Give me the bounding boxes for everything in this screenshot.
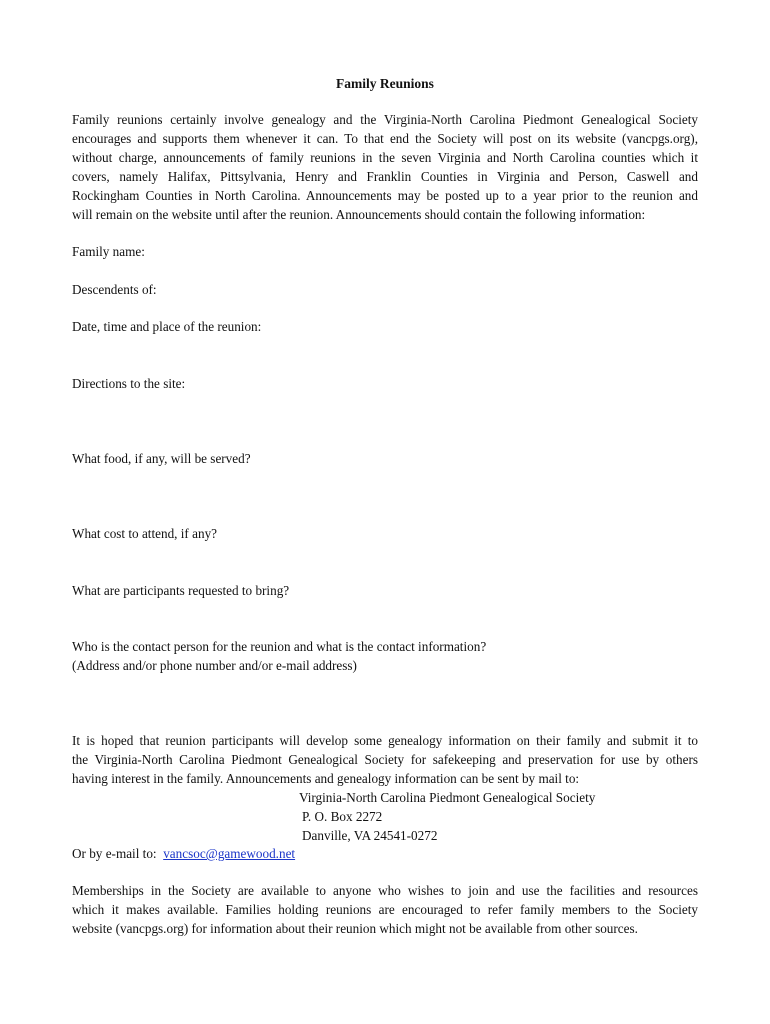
field-date-time-place: Date, time and place of the reunion: bbox=[72, 319, 262, 334]
field-family-name: Family name: bbox=[72, 244, 145, 259]
membership-paragraph bbox=[72, 882, 698, 939]
membership-line: Memberships in the Society are available to anyone who wishes to join and use the facilities and resources bbox=[72, 883, 698, 898]
intro-line: Family reunions certainly involve genealogy and the Virginia-North Carolina Piedmont Genealogical Society bbox=[72, 112, 698, 127]
membership-line: website (vancpgs.org) for information about their reunion which might not be available from other sources. bbox=[72, 920, 638, 936]
address-line-1: Virginia-North Carolina Piedmont Genealogical Society bbox=[299, 790, 596, 805]
intro-line: encourages and supports them whenever it can. To that end the Society will post on its website (vancpgs.org), bbox=[72, 130, 698, 146]
closing-line: It is hoped that reunion participants will develop some genealogy information on their family and submit it to bbox=[72, 733, 698, 748]
field-directions: Directions to the site: bbox=[72, 376, 186, 391]
address-line-3: Danville, VA 24541-0272 bbox=[302, 827, 438, 843]
closing-paragraph bbox=[72, 732, 698, 789]
intro-paragraph bbox=[72, 111, 698, 224]
email-label: Or by e-mail to: bbox=[72, 846, 157, 861]
closing-line: having interest in the family. Announcements and genealogy information can be sent by mail to: bbox=[72, 770, 580, 786]
field-food: What food, if any, will be served? bbox=[72, 451, 251, 466]
contact-note: (Address and/or phone number and/or e-mail address) bbox=[72, 657, 357, 673]
email-line bbox=[72, 845, 698, 864]
document-title: Family Reunions bbox=[336, 76, 434, 91]
field-bring: What are participants requested to bring? bbox=[72, 583, 290, 598]
closing-line: the Virginia-North Carolina Piedmont Genealogical Society for safekeeping and preservation for use by others bbox=[72, 751, 698, 767]
field-descendents: Descendents of: bbox=[72, 282, 157, 297]
intro-line: Rockingham Counties in North Carolina. Announcements may be posted up to a year prior to the reunion and bbox=[72, 187, 698, 203]
intro-line: covers, namely Halifax, Pittsylvania, Henry and Franklin Counties in Virginia and Person, Caswell and bbox=[72, 168, 698, 184]
email-link[interactable]: vancsoc@gamewood.net bbox=[163, 846, 296, 861]
membership-line: which it makes available. Families holding reunions are encouraged to refer family members to the Society bbox=[72, 901, 698, 917]
address-line-2: P. O. Box 2272 bbox=[302, 808, 383, 824]
field-contact bbox=[72, 638, 698, 676]
field-cost: What cost to attend, if any? bbox=[72, 526, 218, 541]
intro-line: without charge, announcements of family reunions in the seven Virginia and North Carolina counties which it bbox=[72, 149, 698, 165]
contact-question: Who is the contact person for the reunion and what is the contact information? bbox=[72, 639, 487, 654]
mailing-address bbox=[299, 789, 595, 846]
intro-line: will remain on the website until after the reunion. Announcements should contain the following information: bbox=[72, 206, 646, 222]
